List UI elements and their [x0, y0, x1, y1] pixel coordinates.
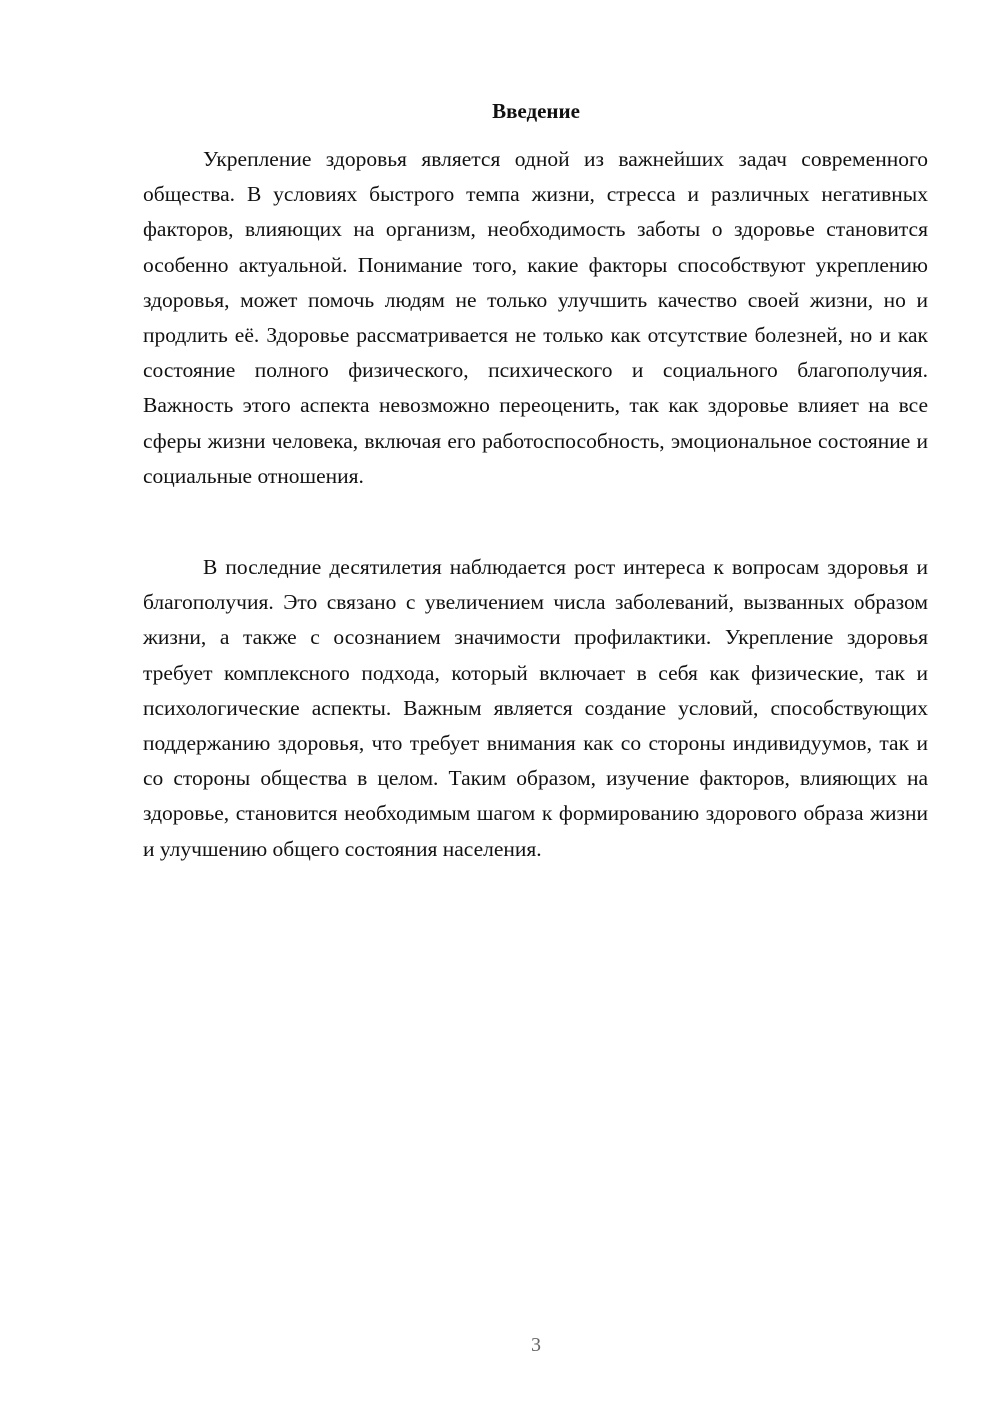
paragraph-2: В последние десятилетия наблюдается рост интереса к вопросам здоровья и благополучия. Это связано с увеличением числа заболеваний, вызванных образом жизни, а также с осознанием значимости профилактики. Укрепление здоровья требует комплексного подхода, который включает в себя как физические, так и психологические аспекты. Важным является создание условий, способствующих поддержанию здоровья, что требует внимания как со стороны индивидуумов, так и со стороны общества в целом. Таким образом, изучение факторов, влияющих на здоровье, становится необходимым шагом к формированию здорового образа жизни и улучшению общего состояния населения. [143, 555, 928, 861]
paragraph-1: Укрепление здоровья является одной из важнейших задач современного общества. В условиях быстрого темпа жизни, стресса и различных негативных факторов, влияющих на организм, необходимость заботы о здоровье становится особенно актуальной. Понимание того, какие факторы способствуют укреплению здоровья, может помочь людям не только улучшить качество своей жизни, но и продлить её. Здоровье рассматривается не только как отсутствие болезней, но и как состояние полного физического, психического и социального благополучия. Важность этого аспекта невозможно переоценить, так как здоровье влияет на все сферы жизни человека, включая его работоспособность, эмоциональное состояние и социальные отношения. [143, 147, 928, 488]
page-number: 3 [531, 1334, 541, 1356]
section-heading: Введение [492, 99, 580, 123]
